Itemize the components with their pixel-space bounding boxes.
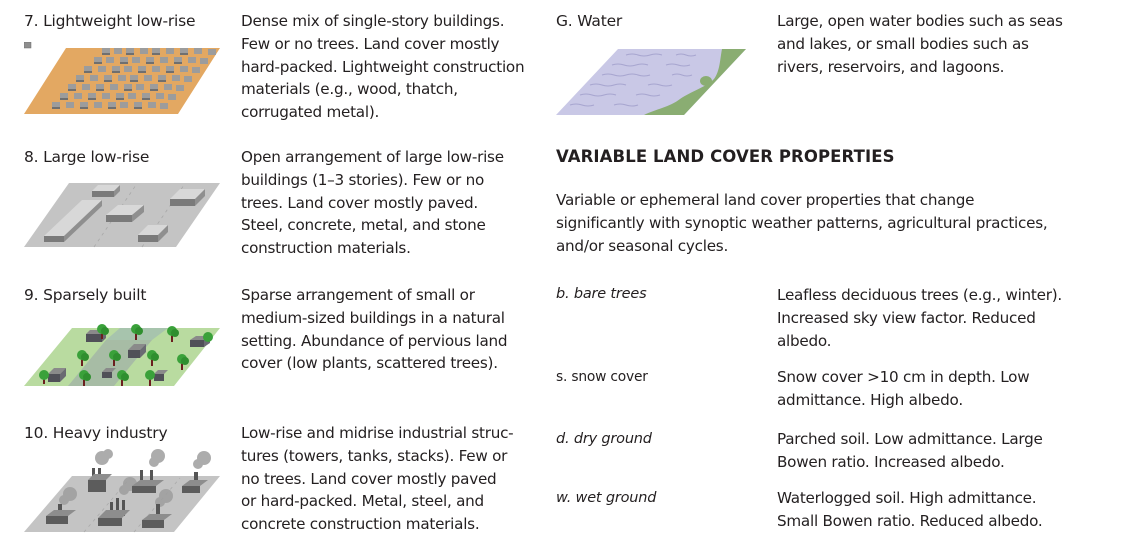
lcz-g-title: G. Water (556, 12, 623, 30)
description-line: and lakes, or small bodies such as (777, 34, 1029, 53)
property-description-wet-ground (777, 487, 1043, 533)
description-line: medium-sized buildings in a natural (241, 308, 505, 327)
description-line: Leafless deciduous trees (e.g., winter). (777, 286, 1062, 304)
description-line: hard-packed. Lightweight construction (241, 57, 525, 76)
section-heading: VARIABLE LAND COVER PROPERTIES (556, 147, 895, 166)
property-description-snow-cover (777, 366, 1029, 412)
description-line: Large, open water bodies such as seas (777, 12, 1063, 30)
lightweight-lowrise-illustration (24, 42, 220, 118)
description-line: Dense mix of single-story buildings. (241, 12, 505, 30)
description-line: Increased sky view factor. Reduced (777, 308, 1036, 327)
description-line: Few or no trees. Land cover mostly (241, 34, 500, 53)
intro-line: Variable or ephemeral land cover properties that change (556, 191, 975, 209)
description-line: Parched soil. Low admittance. Large (777, 430, 1043, 448)
description-line: Steel, concrete, metal, and stone (241, 216, 486, 235)
description-line: corrugated metal). (241, 103, 380, 122)
property-label-dry-ground: d. dry ground (556, 431, 652, 447)
description-line: materials (e.g., wood, thatch, (241, 80, 458, 99)
heavy-industry-illustration (24, 448, 220, 534)
lcz-7-description (241, 10, 524, 124)
lcz-10-description (241, 422, 513, 536)
property-label-snow-cover: s. snow cover (556, 369, 648, 385)
description-line: cover (low plants, scattered trees). (241, 354, 498, 373)
lcz-10-title: 10. Heavy industry (24, 424, 168, 442)
description-line: Sparse arrangement of small or (241, 286, 475, 304)
description-line: Waterlogged soil. High admittance. (777, 489, 1037, 507)
property-description-dry-ground (777, 428, 1043, 474)
lcz-g-description (777, 10, 1063, 78)
description-line: tures (towers, tanks, stacks). Few or (241, 446, 508, 465)
description-line: rivers, reservoirs, and lagoons. (777, 57, 1005, 76)
description-line: Bowen ratio. Increased albedo. (777, 452, 1005, 471)
description-line: setting. Abundance of pervious land (241, 331, 508, 350)
intro-line: and/or seasonal cycles. (556, 236, 729, 255)
description-line: admittance. High albedo. (777, 390, 963, 409)
description-line: or hard-packed. Metal, steel, and (241, 492, 484, 511)
description-line: Snow cover >10 cm in depth. Low (777, 368, 1030, 386)
description-line: albedo. (777, 331, 832, 350)
description-line: Low-rise and midrise industrial struc- (241, 424, 514, 442)
description-line: trees. Land cover mostly paved. (241, 193, 479, 212)
lcz-9-title: 9. Sparsely built (24, 286, 147, 304)
description-line: no trees. Land cover mostly paved (241, 469, 497, 488)
property-description-bare-trees (777, 284, 1062, 352)
description-line: concrete construction materials. (241, 515, 480, 534)
water-illustration (556, 47, 746, 117)
lcz-8-description (241, 146, 504, 260)
intro-line: significantly with synoptic weather patterns, agricultural practices, (556, 213, 1048, 232)
description-line: Small Bowen ratio. Reduced albedo. (777, 511, 1043, 530)
description-line: construction materials. (241, 239, 411, 258)
lcz-7-title: 7. Lightweight low-rise (24, 12, 196, 30)
sparsely-built-illustration (24, 316, 220, 388)
description-line: buildings (1–3 stories). Few or no (241, 170, 484, 189)
section-intro (556, 189, 1047, 257)
property-label-wet-ground: w. wet ground (556, 490, 657, 506)
large-lowrise-illustration (24, 183, 220, 249)
lcz-8-title: 8. Large low-rise (24, 148, 150, 166)
description-line: Open arrangement of large low-rise (241, 148, 504, 166)
property-label-bare-trees: b. bare trees (556, 286, 647, 302)
lcz-9-description (241, 284, 507, 375)
